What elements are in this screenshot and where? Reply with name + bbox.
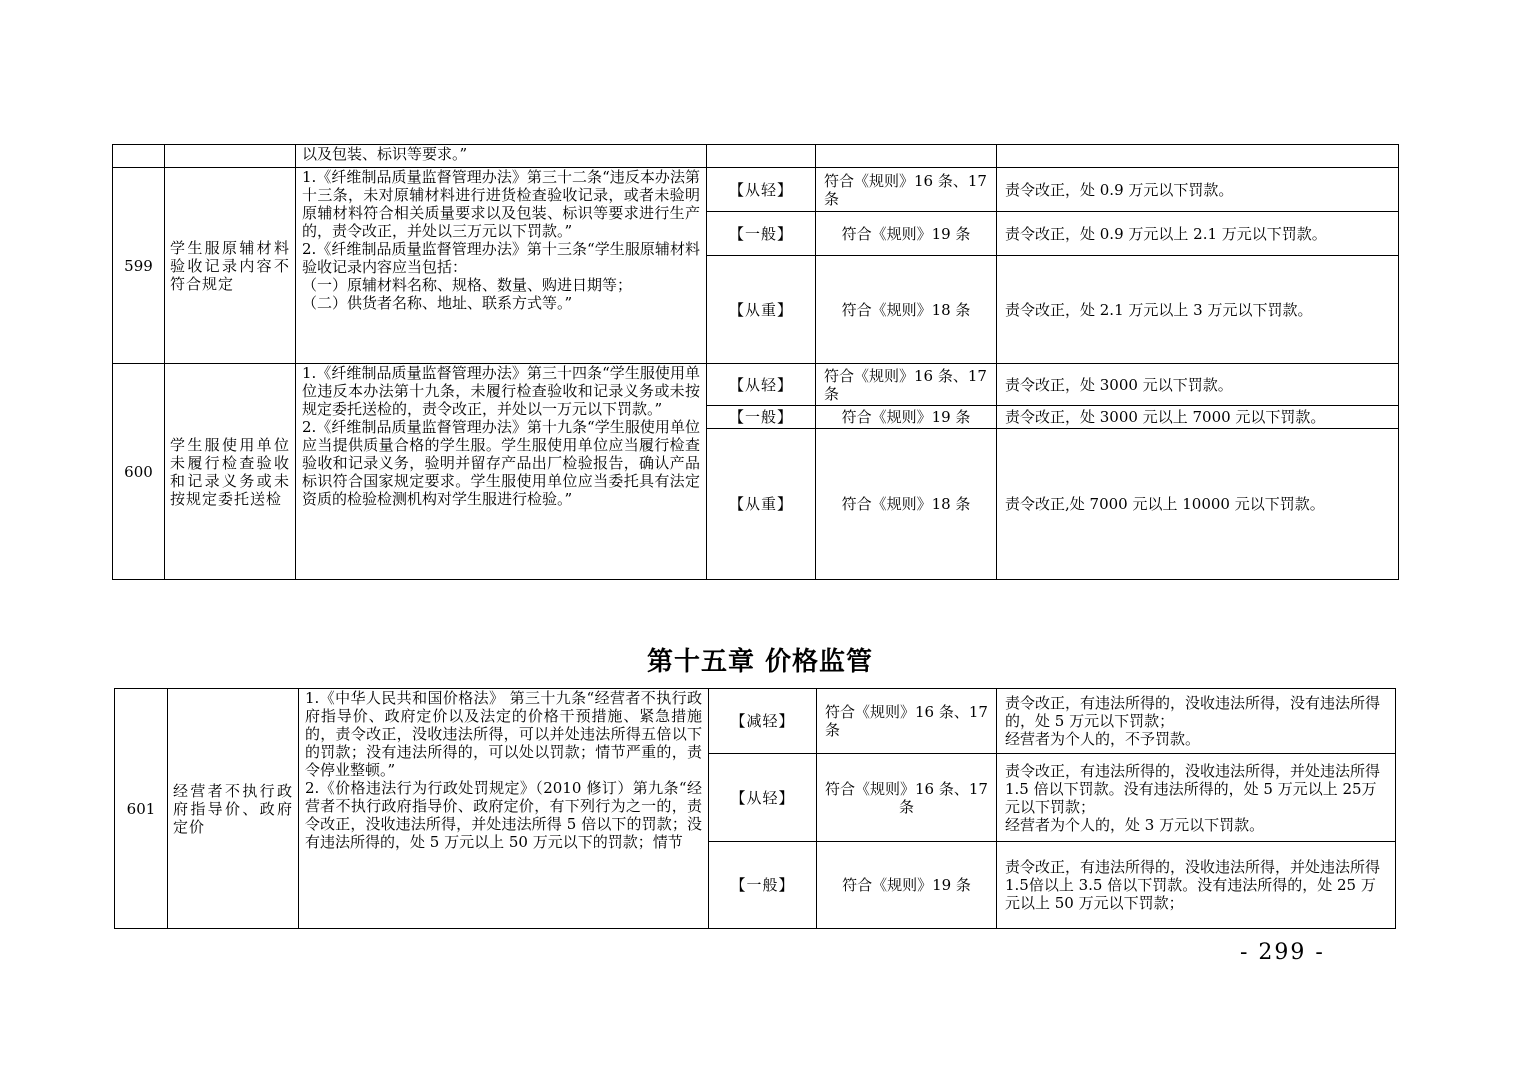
legal-basis: 1.《纤维制品质量监督管理办法》第三十二条“违反本办法第十三条，未对原辅材料进行进货检查验收记录，或者未验明原辅材料符合相关质量要求以及包装、标识等要求进行生产的，责令改正，并处以三万元以下罚款。” 2.《纤维制品质量监督管理办法》第十三条“学生服原辅材料验收记录内容应当包括： （一）原辅材料名称、规格、数量、购进日期等； （二）供货者名称、地址、联系方式等。” [296, 168, 707, 364]
item-number: 601 [115, 689, 168, 929]
penalty-detail: 责令改正，有违法所得的，没收违法所得，没有违法所得的，处 5 万元以下罚款； 经营者为个人的，不予罚款。 [997, 689, 1396, 754]
penalty-level: 【从轻】 [709, 754, 817, 842]
chapter-title: 第十五章 价格监管 [646, 647, 874, 677]
violation-item [165, 145, 296, 168]
legal-basis: 1.《纤维制品质量监督管理办法》第三十四条“学生服使用单位违反本办法第十九条，未履行检查验收和记录义务或未按规定委托送检的，责令改正，并处以一万元以下罚款。” 2.《纤维制品质量监督管理办法》第十九条“学生服使用单位应当提供质量合格的学生服。学生服使用单位应当履行检查验收和记录义务，验明并留存产品出厂检验报告，确认产品标识符合国家规定要求。学生服使用单位应当委托具有法定资质的检验检测机构对学生服进行检验。” [296, 364, 707, 580]
table-row [113, 364, 1399, 406]
penalty-detail: 责令改正，有违法所得的，没收违法所得，并处违法所得 1.5倍以上 3.5 倍以下罚款。没有违法所得的，处 25 万元以上 50 万元以下罚款； [997, 842, 1396, 929]
applicable-rule: 符合《规则》19 条 [816, 406, 997, 429]
penalty-level: 【从轻】 [707, 364, 816, 406]
penalty-level: 【一般】 [707, 212, 816, 256]
table-row [113, 145, 1399, 168]
applicable-rule: 符合《规则》16 条、17 条 [816, 364, 997, 406]
table-row [115, 689, 1396, 754]
applicable-rule: 符合《规则》16 条、17 条 [817, 754, 997, 842]
violation-item: 学生服原辅材料验收记录内容不符合规定 [165, 168, 296, 364]
penalty-level [707, 145, 816, 168]
penalty-detail: 责令改正，处 2.1 万元以上 3 万元以下罚款。 [997, 256, 1399, 364]
penalty-detail [997, 145, 1399, 168]
applicable-rule: 符合《规则》16 条、17 条 [816, 168, 997, 212]
penalty-level: 【一般】 [707, 406, 816, 429]
penalty-level: 【从重】 [707, 256, 816, 364]
applicable-rule: 符合《规则》18 条 [816, 256, 997, 364]
applicable-rule: 符合《规则》19 条 [816, 212, 997, 256]
penalty-table-2 [114, 688, 1396, 929]
applicable-rule: 符合《规则》18 条 [816, 429, 997, 580]
penalty-table-1 [112, 144, 1399, 580]
table-row [113, 168, 1399, 212]
penalty-detail: 责令改正，处 0.9 万元以下罚款。 [997, 168, 1399, 212]
penalty-detail: 责令改正，处 3000 元以上 7000 元以下罚款。 [997, 406, 1399, 429]
item-number: 600 [113, 364, 165, 580]
penalty-detail: 责令改正，有违法所得的，没收违法所得，并处违法所得 1.5 倍以下罚款。没有违法所得的，处 5 万元以上 25万元以下罚款； 经营者为个人的，处 3 万元以下罚款。 [997, 754, 1396, 842]
applicable-rule [816, 145, 997, 168]
applicable-rule: 符合《规则》16 条、17 条 [817, 689, 997, 754]
penalty-level: 【从轻】 [707, 168, 816, 212]
penalty-detail: 责令改正,处 7000 元以上 10000 元以下罚款。 [997, 429, 1399, 580]
item-number [113, 145, 165, 168]
penalty-detail: 责令改正，处 3000 元以下罚款。 [997, 364, 1399, 406]
penalty-detail: 责令改正，处 0.9 万元以上 2.1 万元以下罚款。 [997, 212, 1399, 256]
penalty-level: 【一般】 [709, 842, 817, 929]
legal-basis: 1.《中华人民共和国价格法》 第三十九条“经营者不执行政府指导价、政府定价以及法定的价格干预措施、紧急措施的，责令改正，没收违法所得，可以并处违法所得五倍以下的罚款；没有违法所得的，可以处以罚款；情节严重的，责令停业整顿。” 2.《价格违法行为行政处罚规定》（2010 修订）第九条“经营者不执行政府指导价、政府定价，有下列行为之一的，责令改正，没收违法所得，并处违法所得 5 倍以下的罚款；没有违法所得的，处 5 万元以上 50 万元以下的罚款；情节 [299, 689, 709, 929]
penalty-level: 【从重】 [707, 429, 816, 580]
item-number: 599 [113, 168, 165, 364]
page-number: - 299 - [1240, 940, 1325, 965]
applicable-rule: 符合《规则》19 条 [817, 842, 997, 929]
violation-item: 学生服使用单位未履行检查验收和记录义务或未按规定委托送检 [165, 364, 296, 580]
legal-basis: 以及包装、标识等要求。” [296, 145, 707, 168]
violation-item: 经营者不执行政府指导价、政府定价 [168, 689, 299, 929]
penalty-level: 【减轻】 [709, 689, 817, 754]
